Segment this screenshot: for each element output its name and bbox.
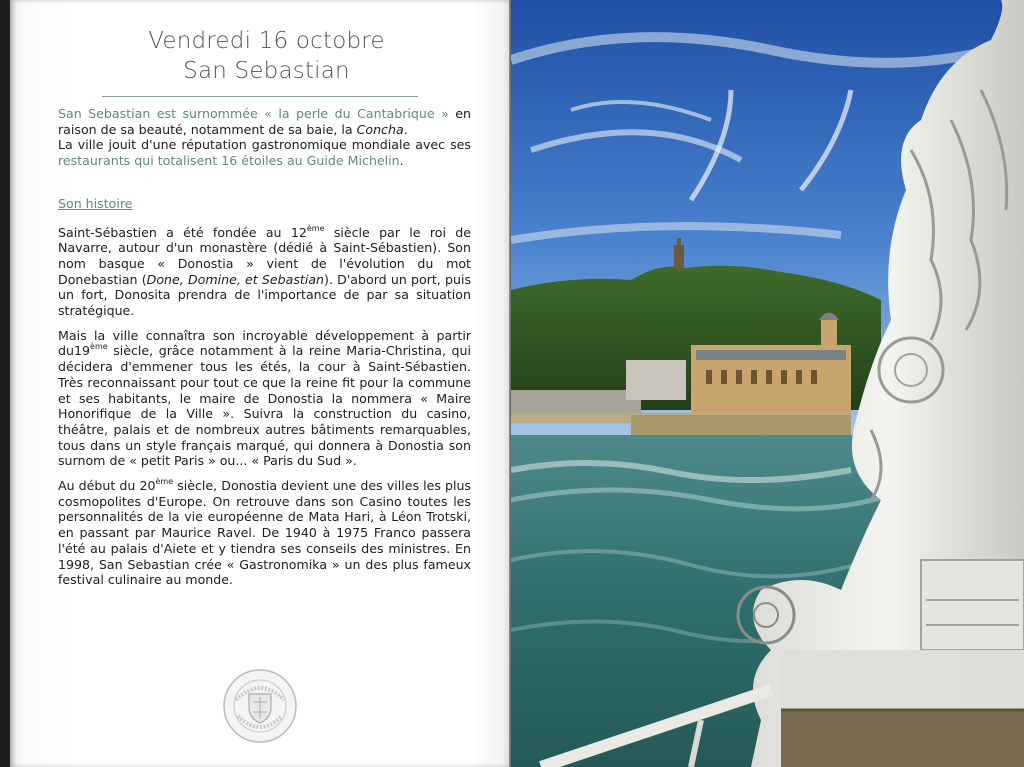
- article-body: [58, 106, 471, 597]
- history-text: siècle, grâce notamment à la reine Maria-Christina, qui décidera d'emmener tous les étés, la cour à Saint-Sébastien. Très reconnaissant pour tout ce que la reine fit pour la commune et ses habitants, le maire de Donostia la nommera « Maire Honorifique de la Ville ». Suivra la construction du casino, théâtre, palais et de nombreux autres bâtiments remarquables, tous dans un style français marqué, qui donnera à Donostia son surnom de « petit Paris » ou... « Paris du Sud ».: [58, 343, 471, 469]
- intro-text-2: La ville jouit d'une réputation gastronomique mondiale avec ses: [58, 137, 471, 153]
- intro-punct: .: [403, 121, 408, 137]
- section-heading-history: Son histoire: [58, 195, 133, 211]
- superscript: ème: [90, 342, 108, 352]
- intro-italic: Concha: [356, 121, 404, 137]
- michelin-accent-text: restaurants qui totalisent 16 étoiles au Guide Michelin: [58, 153, 400, 169]
- history-text: siècle par le roi de Navarre, autour d'un monastère (dédié à Saint-Sébastien). Son nom basque « Donostia » vient de l'évolution du mot Donebastian (: [58, 224, 472, 287]
- date-heading: Vendredi 16 octobre: [148, 28, 385, 54]
- history-paragraph-3: [58, 478, 471, 588]
- intro-text: en raison de sa beauté, notamment de sa baie, la: [58, 106, 472, 137]
- chaine-des-rotisseurs-emblem: [222, 668, 298, 744]
- city-heading: San Sebastian: [183, 58, 350, 84]
- history-text: ). D'abord un port, puis un fort, Donosita prendra de l'importance de par sa situation stratégique.: [58, 271, 471, 319]
- history-paragraph-1: [58, 225, 471, 319]
- history-text: Au début du 20: [58, 478, 156, 494]
- superscript: ème: [155, 477, 174, 487]
- history-text: siècle, Donostia devient une des villes les plus cosmopolites d'Europe. On retrouve dans son Casino toutes les personnalités de la vie européenne de Mata Hari, à Léon Trotski, en passant par Maurice Ravel. De 1940 à 1975 Franco passera l'été au palais d'Aiete et y tiendra ses conseils des ministres. En 1998, San Sebastian crée « Gastronomika » un des plus fameux festival culinaire au monde.: [58, 478, 471, 588]
- intro-accent-text: San Sebastian est surnommée « la perle du Cantabrique »: [58, 106, 449, 121]
- san-sebastian-photo: [511, 0, 1024, 767]
- intro-punct-2: .: [399, 153, 404, 169]
- history-text: Mais la ville connaîtra son incroyable développement à partir du19: [58, 327, 471, 359]
- page-title: [0, 26, 533, 86]
- superscript: ème: [306, 223, 325, 233]
- history-text: Saint-Sébastien a été fondée au 12: [58, 224, 307, 240]
- history-italic: Done, Domine, et Sebastian: [146, 271, 325, 287]
- history-paragraph-2: [58, 328, 471, 469]
- title-divider: [102, 96, 418, 97]
- intro-paragraph: [58, 106, 471, 169]
